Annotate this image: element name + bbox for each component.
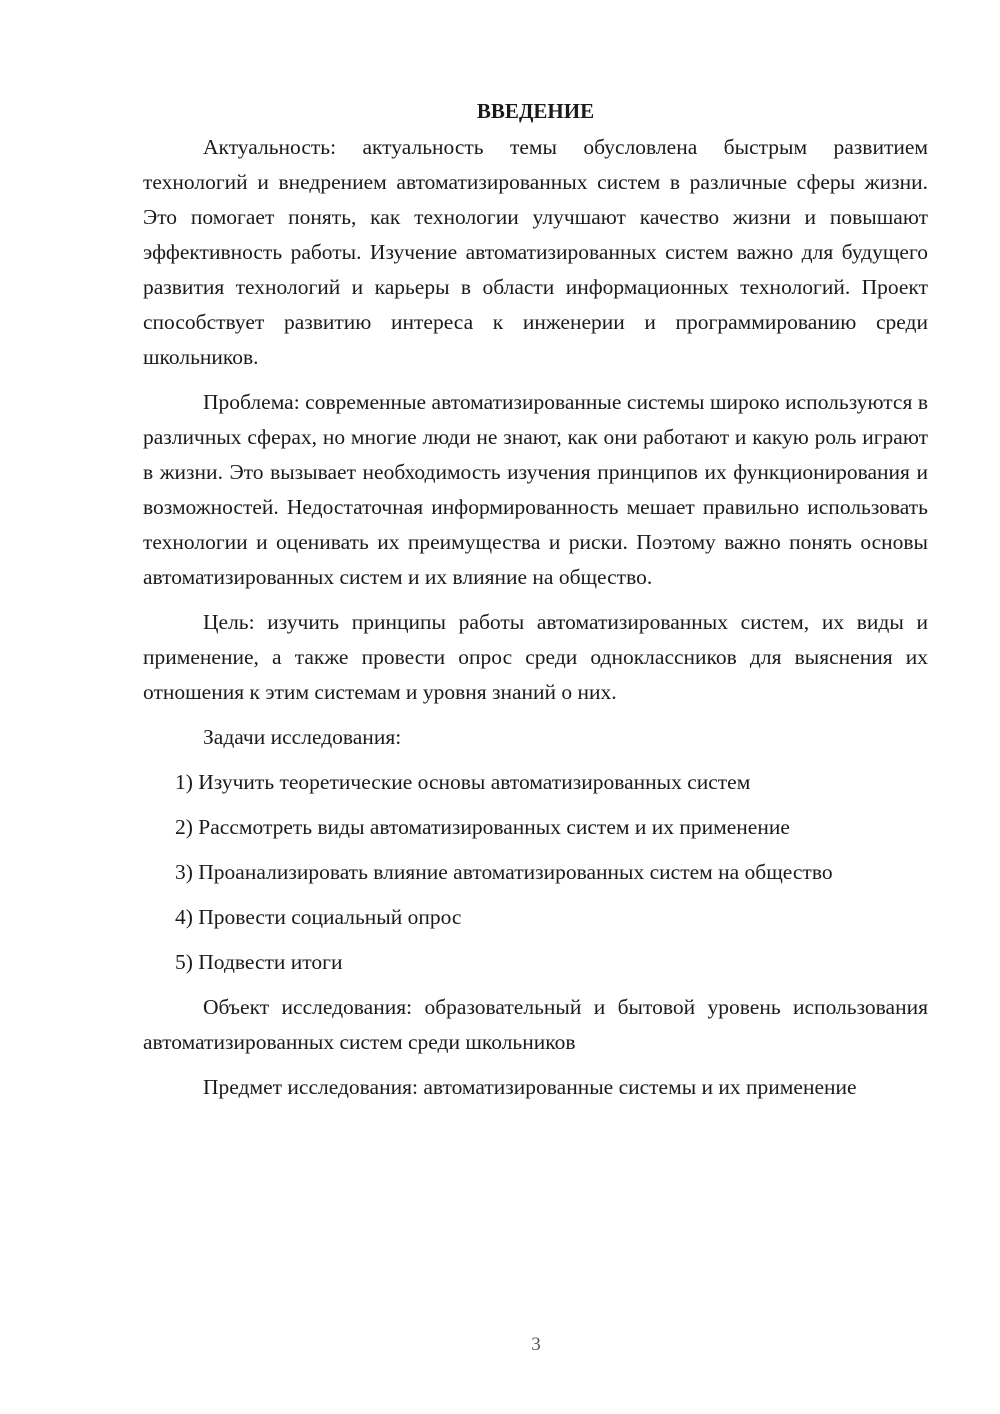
task-item-3: 3) Проанализировать влияние автоматизированных систем на общество (175, 860, 833, 884)
page-number: 3 (531, 1334, 541, 1355)
task-item-5: 5) Подвести итоги (175, 950, 343, 974)
task-item-1: 1) Изучить теоретические основы автоматизированных систем (175, 770, 751, 794)
paragraph-goal: Цель: изучить принципы работы автоматизированных систем, их виды и применение, а также провести опрос среди одноклассников для выяснения их отношения к этим системам и уровня знаний о них. (143, 610, 928, 704)
paragraph-relevance: Актуальность: актуальность темы обусловлена быстрым развитием технологий и внедрением автоматизированных систем в различные сферы жизни. Это помогает понять, как технологии улучшают качество жизни и повышают эффективность работы. Изучение автоматизированных систем важно для будущего развития технологий и карьеры в области информационных технологий. Проект способствует развитию интереса к инженерии и программированию среди школьников. (143, 135, 928, 369)
task-item-2: 2) Рассмотреть виды автоматизированных систем и их применение (175, 815, 790, 839)
paragraph-subject: Предмет исследования: автоматизированные системы и их применение (203, 1075, 857, 1099)
task-item-4: 4) Провести социальный опрос (175, 905, 462, 929)
paragraph-object: Объект исследования: образовательный и бытовой уровень использования автоматизированных систем среди школьников (143, 995, 928, 1054)
section-heading: ВВЕДЕНИЕ (476, 99, 595, 123)
paragraph-problem: Проблема: современные автоматизированные системы широко используются в различных сферах, но многие люди не знают, как они работают и какую роль играют в жизни. Это вызывает необходимость изучения принципов их функционирования и возможностей. Недостаточная информированность мешает правильно использовать технологии и оценивать их преимущества и риски. Поэтому важно понять основы автоматизированных систем и их влияние на общество. (143, 390, 928, 589)
task-list (143, 765, 928, 980)
page-content (143, 96, 928, 1115)
tasks-title: Задачи исследования: (203, 725, 402, 749)
